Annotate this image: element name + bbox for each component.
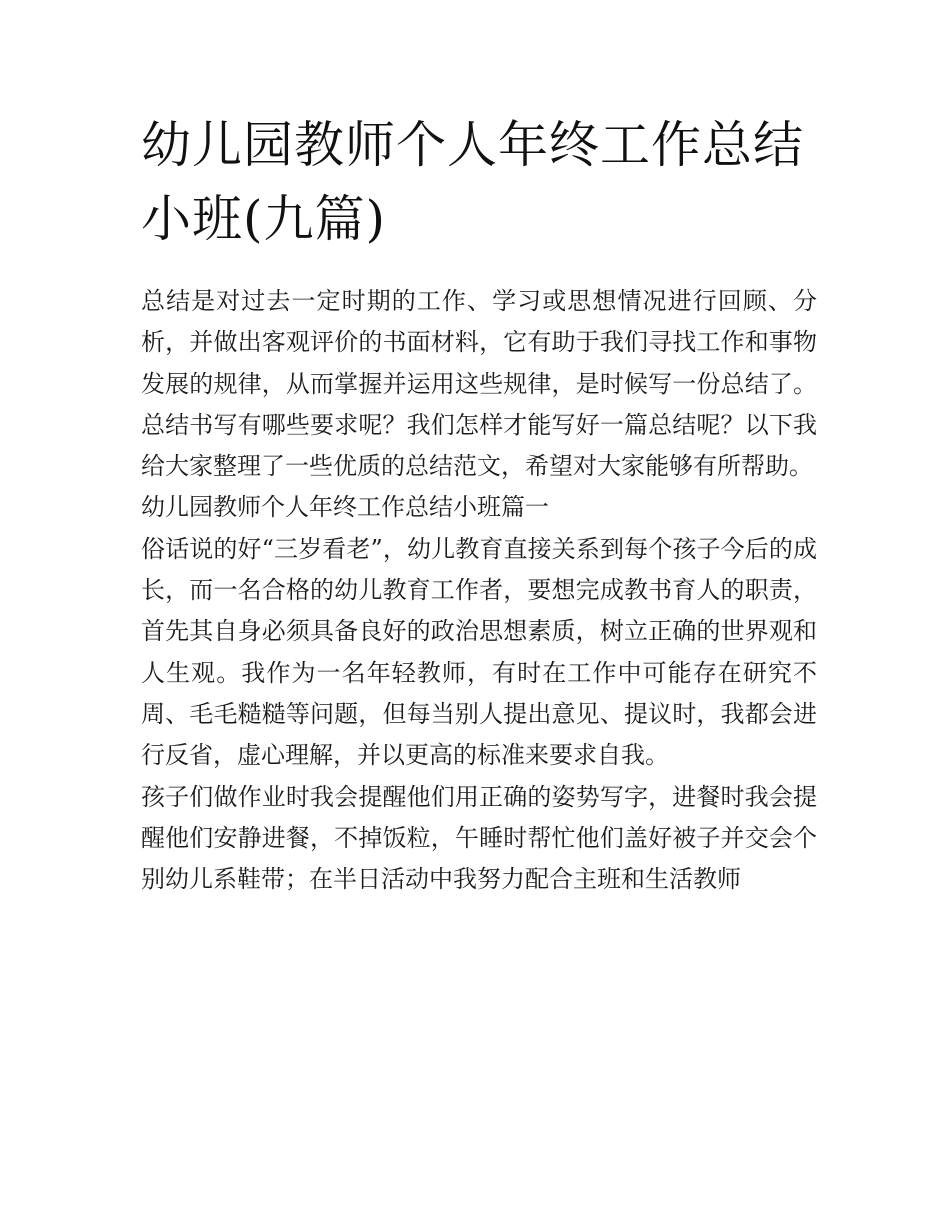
section-heading: 幼儿园教师个人年终工作总结小班篇一 — [141, 493, 549, 522]
document-body — [141, 281, 817, 900]
body-paragraph: 俗话说的好“三岁看老”，幼儿教育直接关系到每个孩子今后的成长，而一名合格的幼儿教育工作者，要想完成教书育人的职责，首先其自身必须具备良好的政治思想素质，树立正确的世界观和人生观。我作为一名年轻教师，有时在工作中可能存在研究不周、毛毛糙糙等问题，但每当别人提出意见、提议时，我都会进行反省，虚心理解，并以更高的标准来要求自我。 — [141, 534, 817, 770]
intro-paragraph: 总结是对过去一定时期的工作、学习或思想情况进行回顾、分析，并做出客观评价的书面材料，它有助于我们寻找工作和事物发展的规律，从而掌握并运用这些规律，是时候写一份总结了。总结书写有哪些要求呢？我们怎样才能写好一篇总结呢？以下我给大家整理了一些优质的总结范文，希望对大家能够有所帮助。 — [141, 287, 817, 481]
document-title: 幼儿园教师个人年终工作总结小班(九篇) — [141, 116, 804, 248]
body-paragraph: 孩子们做作业时我会提醒他们用正确的姿势写字，进餐时我会提醒他们安静进餐，不掉饭粒，午睡时帮忙他们盖好被子并交会个别幼儿系鞋带；在半日活动中我努力配合主班和生活教师 — [141, 782, 817, 894]
